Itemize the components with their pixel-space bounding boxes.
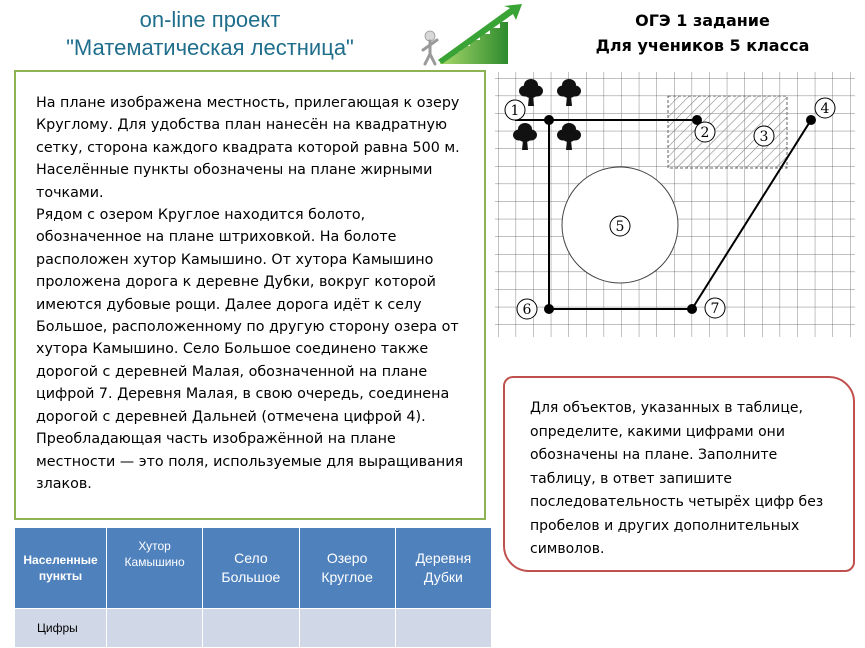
table-header-settlements: Населенные пункты bbox=[15, 528, 107, 609]
question-text: Для объектов, указанных в таблице, определите, какими цифрами они обозначены на плане. Заполните таблицу, в ответ запишите последовательность четырёх цифр без пробелов и других дополнительных символов. bbox=[530, 400, 824, 557]
map-label-4: 4 bbox=[820, 101, 830, 117]
answer-table-row bbox=[15, 609, 492, 648]
map-label-1: 1 bbox=[510, 103, 520, 119]
table-header-col-2: Село Большое bbox=[203, 528, 299, 609]
map-label-6: 6 bbox=[522, 302, 532, 318]
answer-table-header-row bbox=[15, 528, 492, 609]
table-header-col-3: Озеро Круглое bbox=[299, 528, 395, 609]
project-line-1: on-line проект bbox=[139, 7, 281, 32]
audience-label: Для учеников 5 класса bbox=[595, 36, 810, 55]
map-label-3: 3 bbox=[759, 129, 769, 145]
table-header-col-4: Деревня Дубки bbox=[395, 528, 491, 609]
task-title: ОГЭ 1 задание bbox=[635, 11, 770, 30]
problem-paragraph-1: На плане изображена местность, прилегающая к озеру Круглому. Для удобства план нанесён на квадратную сетку, сторона каждого квадрата которой равна 500 м. Населённые пункты обозначены на плане жирными точками. bbox=[36, 95, 460, 201]
map-label-7: 7 bbox=[710, 301, 720, 317]
stairs-arrow-icon bbox=[418, 4, 524, 66]
answer-table bbox=[14, 527, 492, 648]
answer-cell-2[interactable] bbox=[203, 609, 299, 648]
project-line-2: "Математическая лестница" bbox=[66, 35, 354, 60]
task-header bbox=[560, 8, 845, 58]
grid-map bbox=[495, 72, 855, 337]
project-brand bbox=[30, 6, 390, 62]
table-header-col-1: Хутор Камышино bbox=[107, 528, 203, 609]
problem-text-box bbox=[14, 70, 486, 520]
answer-cell-1[interactable] bbox=[107, 609, 203, 648]
row-label-digits: Цифры bbox=[15, 609, 107, 648]
answer-cell-3[interactable] bbox=[299, 609, 395, 648]
map-label-2: 2 bbox=[700, 125, 710, 141]
answer-cell-4[interactable] bbox=[395, 609, 491, 648]
problem-paragraph-2: Рядом с озером Круглое находится болото, обозначенное на плане штриховкой. На болоте расположен хутор Камышино. От хутора Камышино проложена дорога к деревне Дубки, вокруг которой имеются дубовые рощи. Далее дорога идёт к селу Большое, расположенному по другую сторону озера от хутора Камышино. Село Большое соединено также дорогой с деревней Малая, обозначенной на плане цифрой 7. Деревня Малая, в свою очередь, соединена дорогой с деревней Дальней (отмечена цифрой 4). Преобладающая часть изображённой на плане местности — это поля, используемые для выращивания злаков. bbox=[36, 207, 464, 492]
question-box bbox=[503, 376, 855, 572]
map-label-5: 5 bbox=[615, 219, 625, 235]
